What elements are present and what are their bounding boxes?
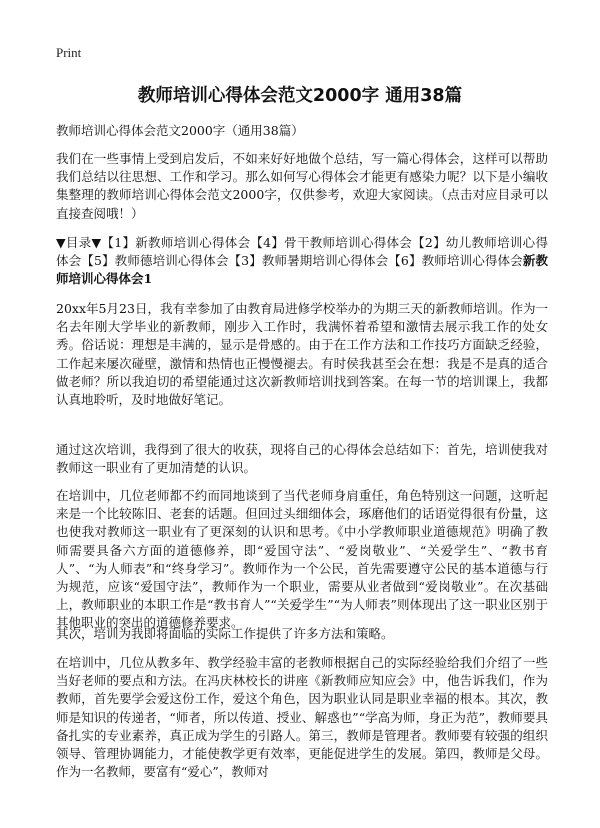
body-paragraph-2: 通过这次培训，我得到了很大的收获，现将自己的心得体会总结如下：首先，培训使我对教师这一职业有了更加清楚的认识。: [56, 442, 548, 476]
body-paragraph-5: 在培训中，几位从教多年、教学经验丰富的老教师根据自己的实际经验给我们介绍了一些当好老师的要点和方法。在冯庆林校长的讲座《新教师应知应会》中，他告诉我们，作为教师，首先要学会爱这份工作，爱这个角色，因为职业认同是职业幸福的根本。其次，教师是知识的传递者，“师者，所以传道、授业、解惑也”“学高为师，身正为范”，教师要具备扎实的专业素养，真正成为学生的引路人。第三，教师是管理者。教师要有较强的组织领导、管理协调能力，才能使教学更有效率，更能促进学生的发展。第四，教师是父母。作为一名教师，要富有“爱心”，教师对: [56, 655, 548, 780]
toc-marker: ▼目录▼: [56, 235, 102, 250]
toc-item-key-teacher[interactable]: 【4】骨干教师培训心得体会: [250, 235, 413, 250]
print-link[interactable]: Print: [56, 45, 82, 60]
intro-paragraph: 我们在一些事情上受到启发后，不如来好好地做个总结，写一篇心得体会，这样可以帮助我们总结以往思想、工作和学习。那么如何写心得体会才能更有感染力呢？以下是小编收集整理的教师培训心得体会范文2000字，仅供参考，欢迎大家阅读。（点击对应目录可以直接查阅哦！）: [56, 151, 548, 221]
article-title: 教师培训心得体会范文2000字 通用38篇: [137, 86, 463, 106]
body-paragraph-1: 20xx年5月23日，我有幸参加了由教育局进修学校举办的为期三天的新教师培训。作为一名去年刚大学毕业的新教师，刚步入工作时，我满怀着希望和激情去展示我工作的处女秀。俗话说：理想是丰满的，显示是骨感的。由于在工作方法和工作技巧方面缺乏经验，工作起来屡次碰壁，激情和热情也正慢慢褪去。有时侯我甚至会在想：我是不是真的适合做老师？所以我迫切的希望能通过这次新教师培训找到答案。在每一节的培训课上，我都认真地聆听，及时地做好笔记。: [56, 301, 548, 408]
article-subtitle: 教师培训心得体会范文2000字（通用38篇）: [56, 123, 304, 138]
section-heading: 新教师培训心得体会1: [56, 253, 548, 287]
table-of-contents: [56, 234, 548, 289]
toc-item-new-teacher[interactable]: 【1】新教师培训心得体会: [101, 235, 251, 250]
toc-item-teacher-ethics[interactable]: 【5】教师德培训心得体会: [81, 253, 229, 269]
toc-item-teacher-training[interactable]: 【6】教师培训心得体会: [388, 253, 523, 269]
toc-item-summer-training[interactable]: 【3】教师暑期培训心得体会: [228, 253, 389, 269]
body-paragraph-3: 在培训中，几位老师都不约而同地谈到了当代老师身肩重任，角色特别这一问题，这听起来是一个比较陈旧、老套的话题。但回过头细细体会，琢磨他们的话语觉得很有份量，这也使我对教师这一职业有了更深刻的认识和思考。《中小学教师职业道德规范》明确了教师需要具备六方面的道德修养，即“爱国守法”、“爱岗敬业”、“关爱学生”、“教书育人”、“为人师表”和“终身学习”。教师作为一个公民，首先需要遵守公民的基本道德与行为规范，应该“爱国守法”，教师作为一个职业，需要从业者做到“爱岗敬业”。在次基础上，教师职业的本职工作是“教书育人”“关爱学生”“为人师表”则体现出了这一职业区别于其他职业的突出的道德修养要求。: [56, 488, 548, 631]
body-paragraph-4: 其次，培训为我即将面临的实际工作提供了许多方法和策略。: [56, 626, 394, 641]
toc-item-kindergarten-teacher[interactable]: 【2】幼儿教师培训心得体会: [56, 235, 548, 269]
